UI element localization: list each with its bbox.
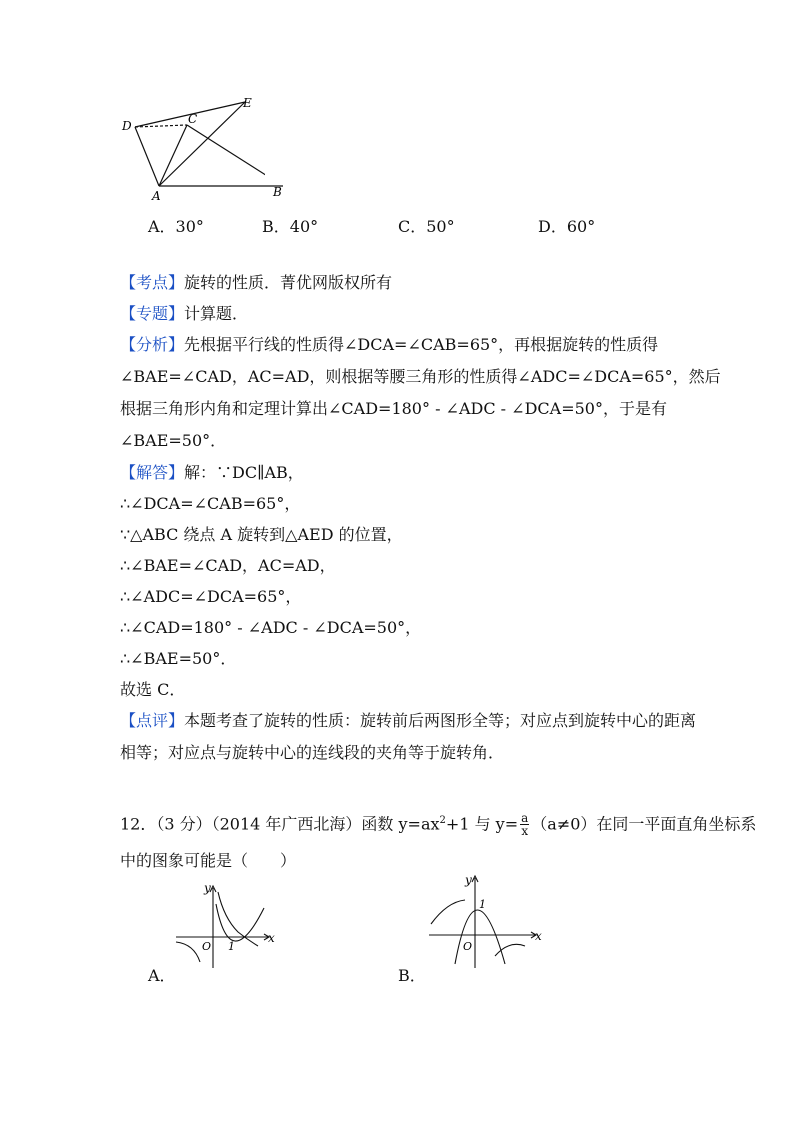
option-d[interactable]: D．60° <box>538 217 596 236</box>
label-d: D <box>122 119 132 133</box>
q12-mid: +1 与 y= <box>445 814 519 834</box>
fenxi-line-2: ∠BAE=∠CAD，AC=AD，则根据等腰三角形的性质得∠ADC=∠DCA=65°，然后 <box>120 367 721 386</box>
one-label-a: 1 <box>228 940 235 953</box>
q12-stem-line-1 <box>120 810 756 837</box>
jieda-line-4: ∴∠BAE=∠CAD，AC=AD， <box>120 556 336 575</box>
zhuanti-text: 计算题． <box>184 304 249 323</box>
axis-y-label-b: y <box>465 873 472 887</box>
fraction-numerator: a <box>521 811 529 826</box>
fenxi-tag: 【分析】 <box>120 335 185 354</box>
jieda-line-5: ∴∠ADC=∠DCA=65°， <box>120 587 302 606</box>
dianping-line-1 <box>120 710 696 732</box>
graph-option-b[interactable] <box>425 872 545 972</box>
label-e: E <box>243 96 252 110</box>
option-c[interactable]: C．50° <box>398 217 455 236</box>
label-c: C <box>188 112 198 126</box>
option-a[interactable]: A．30° <box>148 217 204 236</box>
kaodian-line <box>120 272 392 294</box>
option-b[interactable]: B．40° <box>262 217 319 236</box>
jieda-line-7: ∴∠BAE=50°． <box>120 649 237 668</box>
option-b-graph-label[interactable]: B． <box>398 966 426 985</box>
q12-fraction <box>520 812 529 837</box>
jieda-line-6: ∴∠CAD=180° - ∠ADC - ∠DCA=50°， <box>120 618 422 637</box>
q12-sup: 2 <box>439 815 446 826</box>
dianping-line-2: 相等；对应点与旋转中心的连线段的夹角等于旋转角． <box>120 743 505 762</box>
jieda-line-1 <box>120 462 304 484</box>
jieda-text-1: 解：∵DC∥AB， <box>184 463 304 482</box>
fenxi-line-3: 根据三角形内角和定理计算出∠CAD=180° - ∠ADC - ∠DCA=50°，于是有 <box>120 399 667 418</box>
option-a-graph-label[interactable]: A． <box>148 966 176 985</box>
triangle-rotation-figure <box>115 90 265 205</box>
label-b: B <box>273 185 282 199</box>
q12-stem-line-2: 中的图象可能是（ ） <box>120 851 297 870</box>
label-a: A <box>152 189 161 203</box>
axis-x-label-b: x <box>535 929 542 943</box>
q12-suffix: （a≠0）在同一平面直角坐标系 <box>531 814 757 834</box>
fenxi-text-1: 先根据平行线的性质得∠DCA=∠CAB=65°，再根据旋转的性质得 <box>184 335 659 354</box>
fenxi-line-1 <box>120 334 658 356</box>
dianping-tag: 【点评】 <box>120 711 185 730</box>
origin-label-a: O <box>202 940 212 953</box>
jieda-tag: 【解答】 <box>120 463 185 482</box>
jieda-line-8: 故选 C． <box>120 680 186 699</box>
origin-label-b: O <box>463 940 473 953</box>
dianping-text-1: 本题考查了旋转的性质：旋转前后两图形全等；对应点到旋转中心的距离 <box>184 711 697 730</box>
one-label-b: 1 <box>479 898 486 911</box>
zhuanti-tag: 【专题】 <box>120 304 185 323</box>
axis-y-label-a: y <box>204 881 211 895</box>
zhuanti-line <box>120 303 248 325</box>
fenxi-line-4: ∠BAE=50°． <box>120 431 227 450</box>
kaodian-text: 旋转的性质．菁优网版权所有 <box>184 273 393 292</box>
axis-x-label-a: x <box>268 931 275 945</box>
fraction-denominator: x <box>521 824 529 839</box>
graph-option-a[interactable] <box>168 880 278 970</box>
jieda-line-2: ∴∠DCA=∠CAB=65°， <box>120 494 301 513</box>
jieda-line-3: ∵△ABC 绕点 A 旋转到△AED 的位置， <box>120 525 403 544</box>
kaodian-tag: 【考点】 <box>120 273 185 292</box>
q12-prefix: 12．（3 分）（2014 年广西北海）函数 y=ax <box>120 814 440 834</box>
segment-ab-extension <box>265 180 285 190</box>
